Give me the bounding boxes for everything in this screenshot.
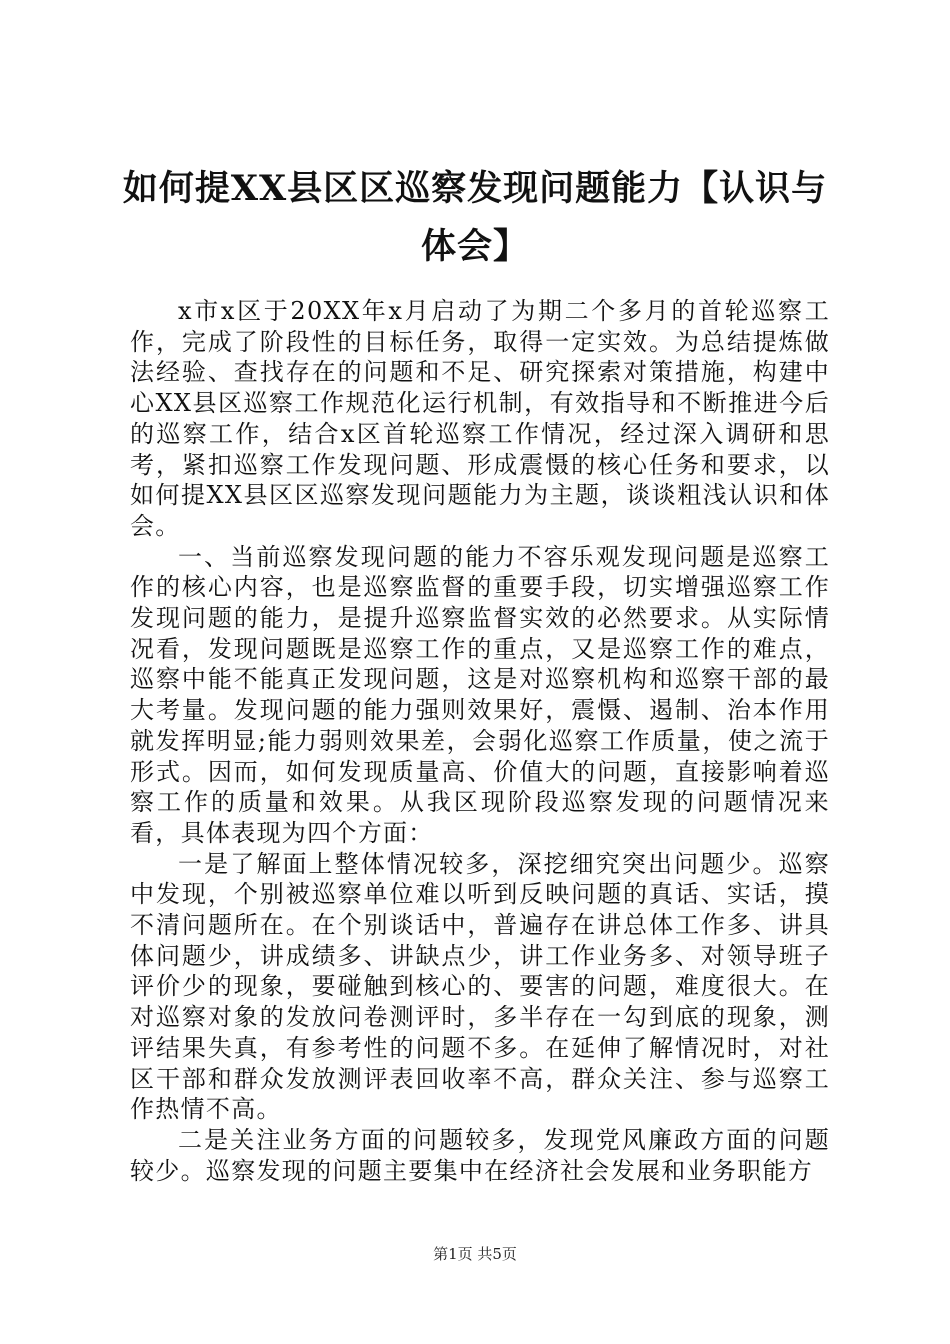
paragraph-intro: x市x区于20XX年x月启动了为期二个多月的首轮巡察工作，完成了阶段性的目标任务，取得一定实效。为总结提炼做法经验、查找存在的问题和不足、研究探索对策措施，构建中心XX县区巡察工作规范化运行机制，有效指导和不断推进今后的巡察工作，结合x区首轮巡察工作情况，经过深入调研和思考，紧扣巡察工作发现问题、形成震慑的核心任务和要求，以如何提XX县区区巡察发现问题能力为主题，谈谈粗浅认识和体会。	[130, 297, 830, 540]
document-title: 如何提XX县区区巡察发现问题能力【认识与体会】	[122, 168, 828, 267]
paragraph-point-one: 一是了解面上整体情况较多，深挖细究突出问题少。巡察中发现，个别被巡察单位难以听到反映问题的真话、实话，摸不清问题所在。在个别谈话中，普遍存在讲总体工作多、讲具体问题少，讲成绩多、讲缺点少，讲工作业务多、对领导班子评价少的现象，要碰触到核心的、要害的问题，难度很大。在对巡察对象的发放问卷测评时，多半存在一勾到底的现象，测评结果失真，有参考性的问题不多。在延伸了解情况时，对社区干部和群众发放测评表回收率不高，群众关注、参与巡察工作热情不高。	[130, 849, 830, 1124]
paragraph-section-one: 一、当前巡察发现问题的能力不容乐观发现问题是巡察工作的核心内容，也是巡察监督的重要手段，切实增强巡察工作发现问题的能力，是提升巡察监督实效的必然要求。从实际情况看，发现问题既是巡察工作的重点，又是巡察工作的难点，巡察中能不能真正发现问题，这是对巡察机构和巡察干部的最大考量。发现问题的能力强则效果好，震慑、遏制、治本作用就发挥明显;能力弱则效果差，会弱化巡察工作质量，使之流于形式。因而，如何发现质量高、价值大的问题，直接影响着巡察工作的质量和效果。从我区现阶段巡察发现的问题情况来看，具体表现为四个方面：	[130, 542, 830, 847]
page-number-footer: 第1页 共5页	[433, 1245, 517, 1263]
document-body	[130, 296, 830, 1186]
paragraph-point-two: 二是关注业务方面的问题较多，发现党风廉政方面的问题较少。巡察发现的问题主要集中在经济社会发展和业务职能方	[130, 1125, 830, 1185]
